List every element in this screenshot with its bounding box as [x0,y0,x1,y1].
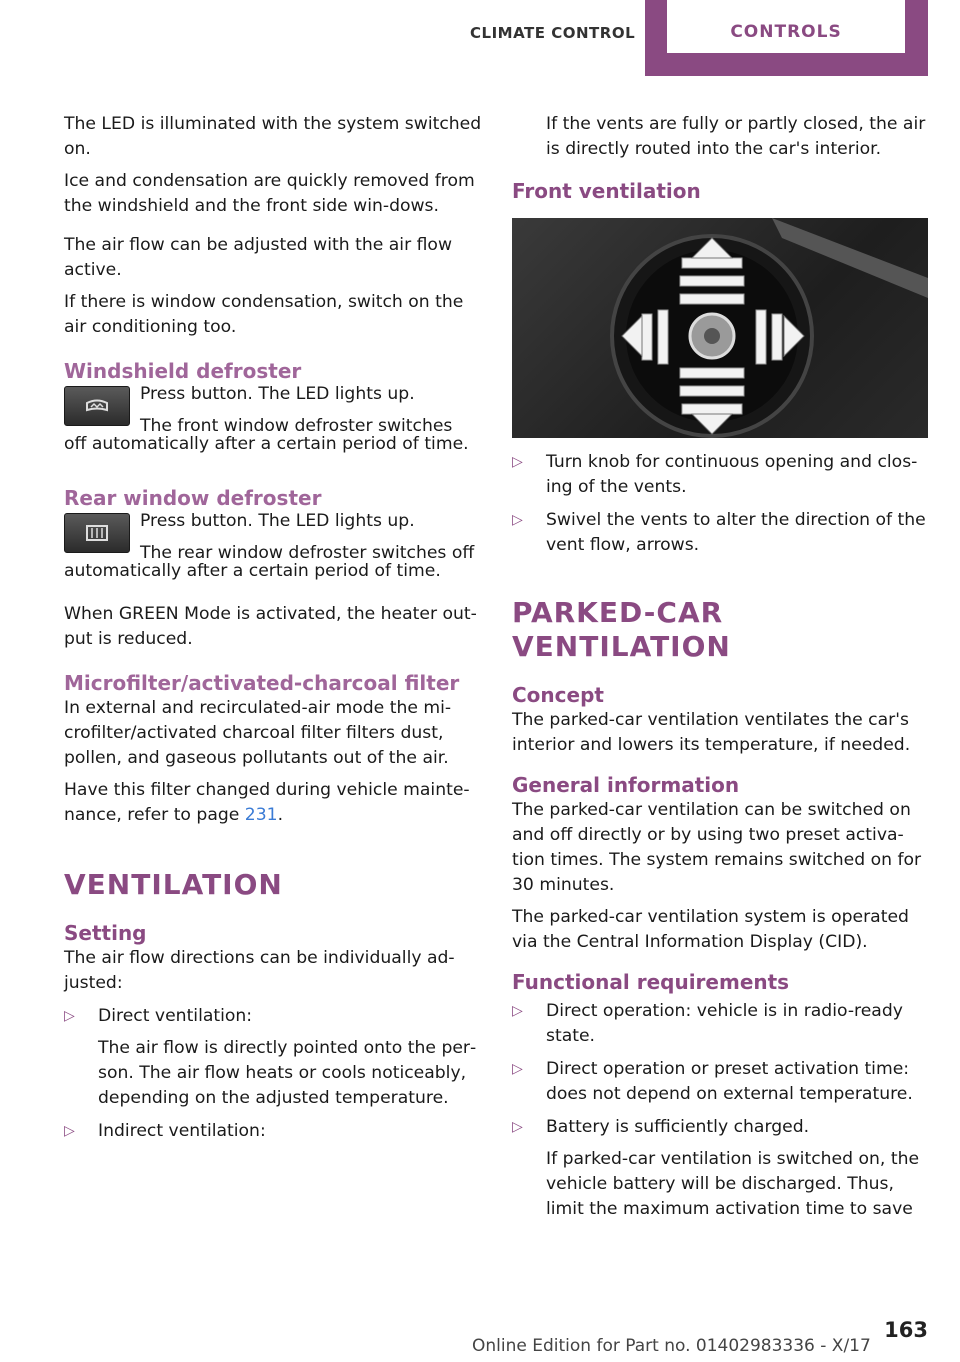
functional-requirements-list [512,999,928,1222]
rear-window-defroster-heading: Rear window defroster [64,486,322,510]
paragraph: The parked-car ventilation ventilates the car's interior and lowers its temperature, if needed. [512,710,911,755]
paragraph: The parked-car ventilation system is operated via the Central Information Display (CID). [512,907,909,952]
paragraph: The air flow can be adjusted with the air flow active. [64,235,453,280]
list-item [512,999,928,1049]
paragraph: The air flow directions can be individually ad‐justed: [64,948,455,993]
setting-heading: Setting [64,921,147,945]
page-number: 163 [884,1318,928,1342]
list-item [512,1057,928,1107]
rear-defroster-line2: The rear window defroster switches off [140,543,475,563]
page-link[interactable]: 231 [244,805,278,825]
windshield-defroster-line2: The front window defroster switches [140,416,453,436]
text: Have this filter changed during vehicle mainte‐nance, refer to page [64,780,470,825]
paragraph: The LED is illuminated with the system switched on. [64,114,482,159]
paragraph: If there is window condensation, switch on the air conditioning too. [64,292,464,337]
chapter-tab-label: CONTROLS [730,22,842,42]
windshield-defroster-line1: Press button. The LED lights up. [140,384,415,404]
paragraph: Ice and condensation are quickly removed from the windshield and the front side win‐dows. [64,171,475,216]
paragraph [64,778,482,828]
rear-defroster-icon [64,513,130,553]
paragraph: The parked-car ventilation can be switched on and off directly or by using two preset activa‐tion times. The system remains switched on for 30 minutes. [512,800,922,895]
windshield-defroster-heading: Windshield defroster [64,359,302,383]
list-item-label: Indirect ventilation: [98,1121,266,1141]
list-item [512,450,928,500]
triangle-right-icon: ▷ [64,1008,75,1024]
green-mode-paragraph: When GREEN Mode is activated, the heater out‐put is reduced. [64,604,477,649]
general-information-heading: General information [512,773,740,797]
windshield-defroster-icon [64,386,130,426]
triangle-right-icon: ▷ [64,1123,75,1139]
list-item-label: Direct ventilation: [98,1006,253,1026]
list-item-label: Turn knob for continuous opening and clos‐ing of the vents. [546,452,918,497]
list-item-detail: If parked-car ventilation is switched on, the vehicle battery will be discharged. Thus, limit the maximum activation time to save [546,1149,920,1219]
microfilter-heading: Microfilter/activated-charcoal filter [64,671,460,695]
ventilation-list [64,1004,482,1144]
concept-heading: Concept [512,683,604,707]
list-item-detail: The air flow is directly pointed onto the per‐son. The air flow heats or cools noticeably, depending on the adjusted temperature. [98,1038,477,1108]
ventilation-heading: VENTILATION [64,868,283,901]
list-item-label: Direct operation or preset activation time: does not depend on external temperature. [546,1059,913,1104]
vent-photo [512,218,928,438]
list-item-label: Battery is sufficiently charged. [546,1117,810,1137]
functional-requirements-heading: Functional requirements [512,970,790,994]
text: . [277,805,284,825]
list-item [64,1004,482,1111]
left-column [64,112,482,1152]
list-item [64,1119,482,1144]
footer-edition: Online Edition for Part no. 01402983336 - X/17 [472,1336,871,1356]
section-title: CLIMATE CONTROL [470,24,636,42]
rear-defroster-line3: automatically after a certain period of time. [64,561,441,581]
front-ventilation-list [512,450,928,558]
windshield-defroster-line3: off automatically after a certain period of time. [64,434,469,454]
front-ventilation-heading: Front ventilation [512,179,701,203]
indirect-continuation: If the vents are fully or partly closed, the air is directly routed into the car's interior. [546,114,926,159]
parked-car-ventilation-heading: PARKED-CAR VENTILATION [512,596,731,663]
list-item [512,508,928,558]
triangle-right-icon: ▷ [512,454,523,470]
triangle-right-icon: ▷ [512,1061,523,1077]
list-item-label: Direct operation: vehicle is in radio-ready state. [546,1001,903,1046]
triangle-right-icon: ▷ [512,512,523,528]
triangle-right-icon: ▷ [512,1003,523,1019]
paragraph: In external and recirculated-air mode the mi‐crofilter/activated charcoal filter filters dust, pollen, and gaseous pollutants out of the air. [64,698,452,768]
chapter-tab [645,0,928,76]
triangle-right-icon: ▷ [512,1119,523,1135]
list-item-label: Swivel the vents to alter the direction of the vent flow, arrows. [546,510,926,555]
right-column [512,112,928,1230]
rear-defroster-line1: Press button. The LED lights up. [140,511,415,531]
list-item [512,1115,928,1222]
